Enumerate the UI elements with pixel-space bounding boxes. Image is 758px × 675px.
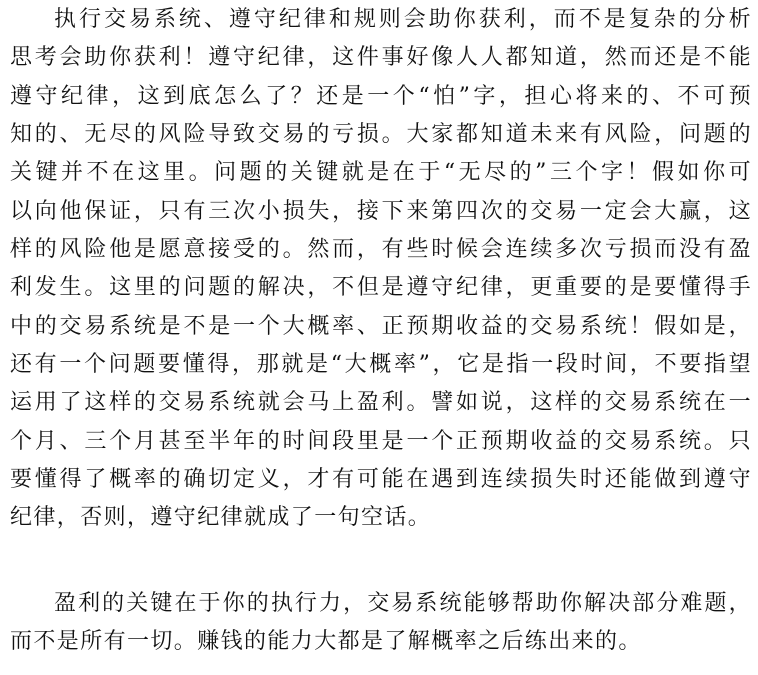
text-line: 要懂得了概率的确切定义，才有可能在遇到连续损失时还能做到遵守 [10, 467, 752, 492]
text-line: 样的风险他是愿意接受的。然而，有些时候会连续多次亏损而没有盈 [10, 237, 752, 262]
text-line: 而不是所有一切。赚钱的能力大都是了解概率之后练出来的。 [10, 629, 642, 654]
text-line: 知的、无尽的风险导致交易的亏损。大家都知道未来有风险，问题的 [10, 122, 752, 147]
text-line: 关键并不在这里。问题的关键就是在于“无尽的”三个字！假如你可 [10, 160, 752, 185]
text-line: 运用了这样的交易系统就会马上盈利。譬如说，这样的交易系统在一 [10, 390, 752, 415]
text-line: 利发生。这里的问题的解决，不但是遵守纪律，更重要的是要懂得手 [10, 275, 752, 300]
text-line: 以向他保证，只有三次小损失，接下来第四次的交易一定会大赢，这 [10, 199, 752, 224]
text-line: 还有一个问题要懂得，那就是“大概率”，它是指一段时间，不要指望 [10, 352, 752, 377]
text-line: 盈利的关键在于你的执行力，交易系统能够帮助你解决部分难题， [54, 591, 752, 616]
text-line: 遵守纪律，这到底怎么了？还是一个“怕”字，担心将来的、不可预 [10, 84, 752, 109]
text-line: 纪律，否则，遵守纪律就成了一句空话。 [10, 505, 432, 530]
text-line: 个月、三个月甚至半年的时间段里是一个正预期收益的交易系统。只 [10, 429, 752, 454]
text-line: 中的交易系统是不是一个大概率、正预期收益的交易系统！假如是， [10, 314, 752, 339]
text-line: 思考会助你获利！遵守纪律，这件事好像人人都知道，然而还是不能 [10, 45, 752, 70]
text-line: 执行交易系统、遵守纪律和规则会助你获利，而不是复杂的分析 [54, 7, 752, 32]
